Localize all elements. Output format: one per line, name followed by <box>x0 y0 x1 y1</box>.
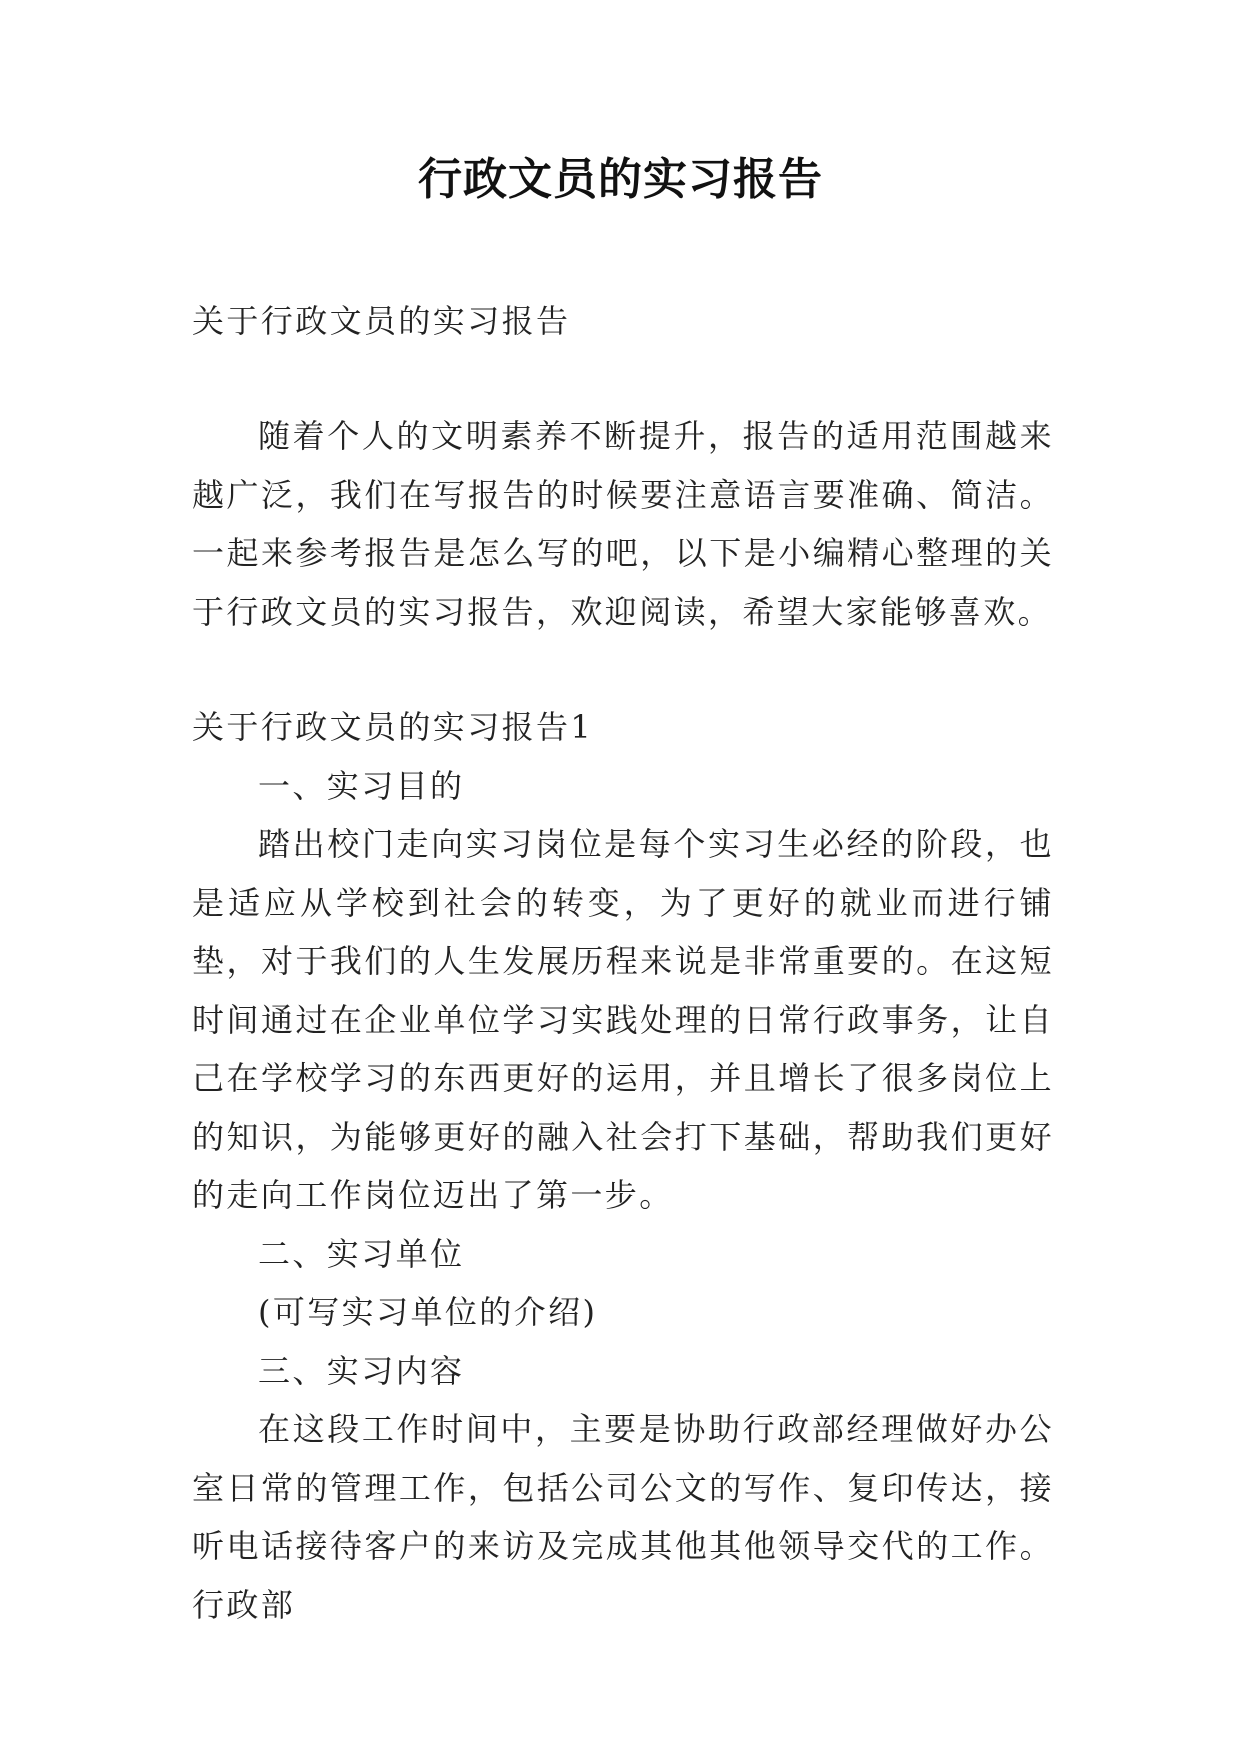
intro-paragraph: 随着个人的文明素养不断提升，报告的适用范围越来越广泛，我们在写报告的时候要注意语言要准确、简洁。一起来参考报告是怎么写的吧，以下是小编精心整理的关于行政文员的实习报告，欢迎阅读，希望大家能够喜欢。 <box>192 417 1054 631</box>
report-body <box>192 698 1054 1634</box>
heading-purpose: 一、实习目的 <box>258 766 465 805</box>
document-title: 行政文员的实习报告 <box>418 154 823 205</box>
paragraph-purpose: 踏出校门走向实习岗位是每个实习生必经的阶段，也是适应从学校到社会的转变，为了更好的就业而进行铺垫，对于我们的人生发展历程来说是非常重要的。在这短时间通过在企业单位学习实践处理的日常行政事务，让自己在学校学习的东西更好的运用，并且增长了很多岗位上的知识，为能够更好的融入社会打下基础，帮助我们更好的走向工作岗位迈出了第一步。 <box>192 825 1054 1214</box>
subtitle-text: 关于行政文员的实习报告 <box>192 302 571 340</box>
document-subtitle <box>192 292 1054 350</box>
heading-content: 三、实习内容 <box>258 1351 465 1390</box>
paragraph-content: 在这段工作时间中，主要是协助行政部经理做好办公室日常的管理工作，包括公司公文的写作、复印传达，接听电话接待客户的来访及完成其他其他领导交代的工作。行政部 <box>192 1410 1054 1624</box>
note-unit: (可写实习单位的介绍) <box>258 1293 598 1331</box>
heading-unit: 二、实习单位 <box>258 1234 465 1273</box>
section-title: 关于行政文员的实习报告1 <box>192 708 594 746</box>
intro-block <box>192 407 1054 641</box>
